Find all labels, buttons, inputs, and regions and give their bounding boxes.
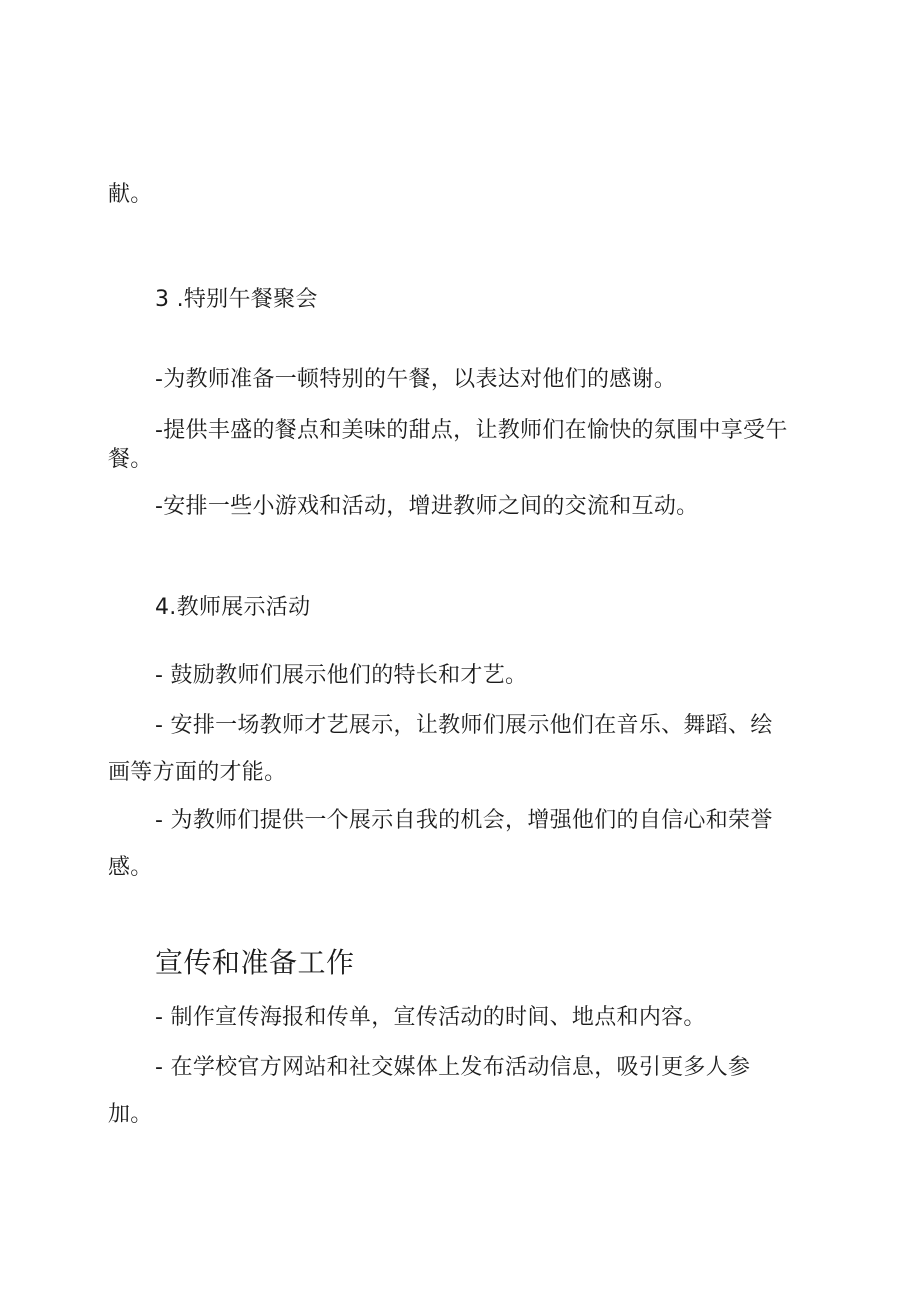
section-3-item-2-cont: 餐。 xyxy=(108,447,153,472)
section-3-title: 3 .特别午餐聚会 xyxy=(155,287,318,312)
continuation-text: 献。 xyxy=(108,182,153,207)
section-4-item-2: - 安排一场教师才艺展示，让教师们展示他们在音乐、舞蹈、绘 xyxy=(155,713,773,738)
section-3-item-3: -安排一些小游戏和活动，增进教师之间的交流和互动。 xyxy=(155,494,699,519)
promotion-item-2-cont: 加。 xyxy=(108,1102,153,1127)
section-4-item-3-cont: 感。 xyxy=(108,855,153,880)
section-4-item-3: - 为教师们提供一个展示自我的机会，增强他们的自信心和荣誉 xyxy=(155,808,773,833)
section-4-item-2-cont: 画等方面的才能。 xyxy=(108,760,287,785)
promotion-item-2: - 在学校官方网站和社交媒体上发布活动信息，吸引更多人参 xyxy=(155,1055,751,1080)
promotion-item-1: - 制作宣传海报和传单，宣传活动的时间、地点和内容。 xyxy=(155,1005,706,1030)
section-4-title: 4.教师展示活动 xyxy=(155,595,311,620)
section-4-item-1: - 鼓励教师们展示他们的特长和才艺。 xyxy=(155,663,528,688)
section-3-item-1: -为教师准备一顿特别的午餐，以表达对他们的感谢。 xyxy=(155,367,677,392)
section-3-item-2: -提供丰盛的餐点和美味的甜点，让教师们在愉快的氛围中享受午 xyxy=(155,418,788,443)
promotion-heading: 宣传和准备工作 xyxy=(155,946,355,979)
